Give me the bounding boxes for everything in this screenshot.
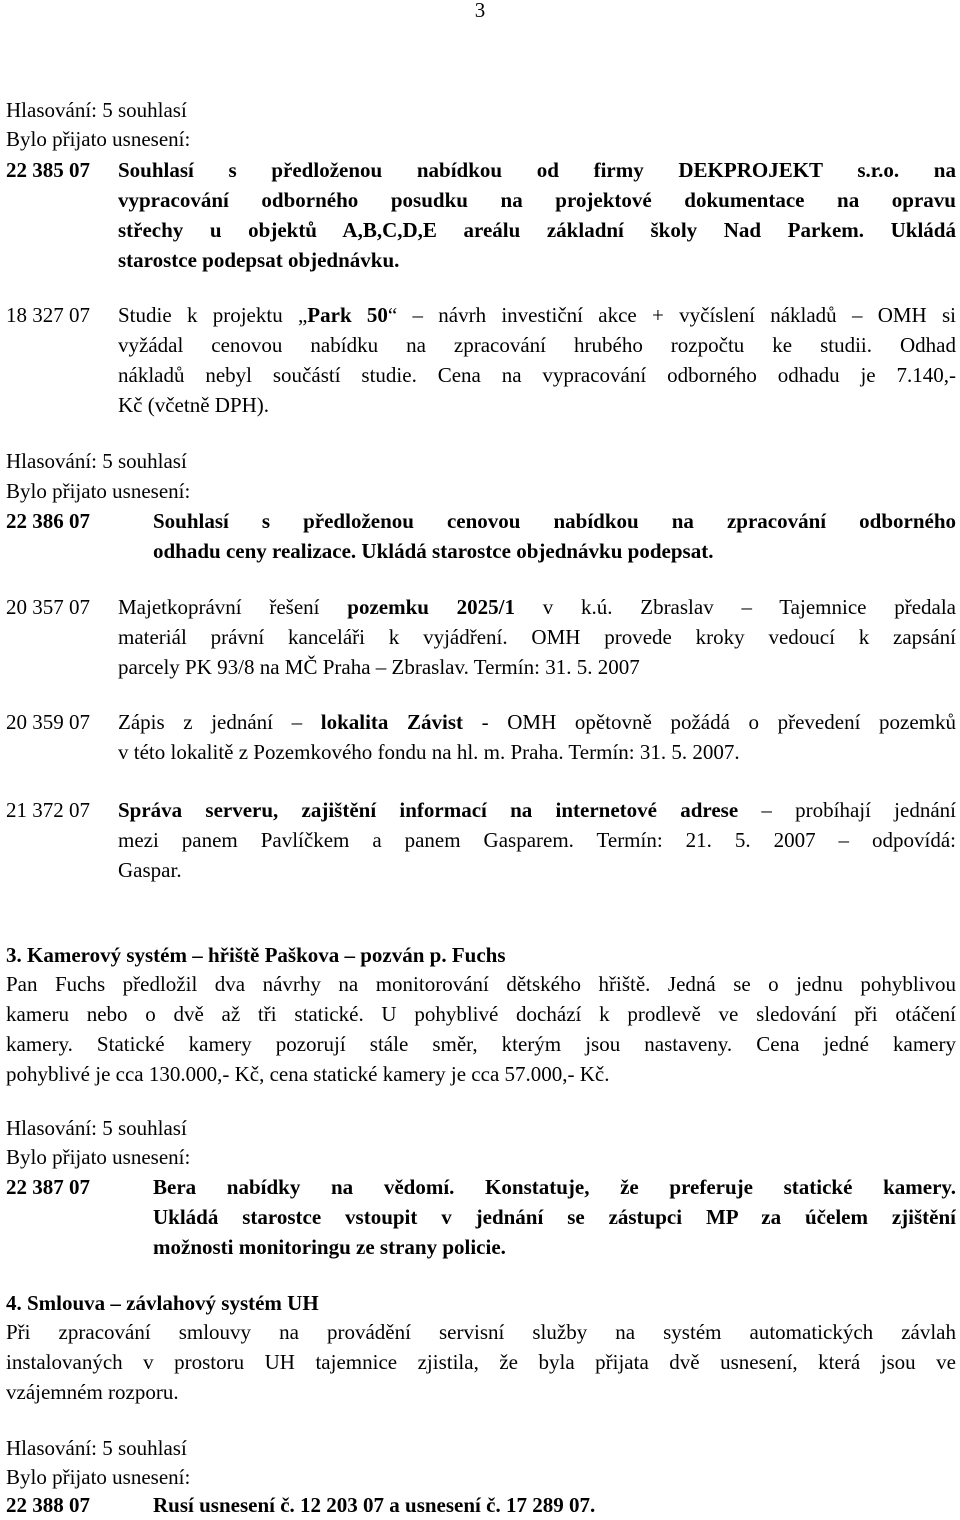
resolution-22-387-text xyxy=(153,1172,956,1262)
text-line: Souhlasí s předloženou nabídkou od firmy DEKPROJEKT s.r.o. na xyxy=(118,158,956,182)
adopted-label: Bylo přijato usnesení: xyxy=(6,127,191,151)
resolution-number: 22 385 07 xyxy=(6,158,90,182)
text-line: Kč (včetně DPH). xyxy=(118,393,270,417)
project-name: Park 50 xyxy=(307,303,388,327)
text-line: nákladů nebyl součástí studie. Cena na vypracování odborného odhadu je 7.140,- xyxy=(118,363,956,387)
text-line xyxy=(118,592,956,622)
text-segment: Majetkoprávní řešení xyxy=(118,595,348,619)
resolution-number: 22 386 07 xyxy=(6,509,90,533)
text-line: odhadu ceny realizace. Ukládá starostce objednávku podepsat. xyxy=(153,539,714,563)
text-segment: v k.ú. Zbraslav – Tajemnice předala xyxy=(515,595,956,619)
page-number: 3 xyxy=(474,0,486,22)
text-line: Při zpracování smlouvy na provádění servisní služby na systém automatických závlah xyxy=(6,1320,956,1344)
text-line: instalovaných v prostoru UH tajemnice zjistila, že byla přijata dvě usnesení, která jsou ve xyxy=(6,1350,956,1374)
resolution-22-385-text xyxy=(118,155,956,275)
text-line: vypracování odborného posudku na projektové dokumentace na opravu xyxy=(118,188,956,212)
text-line: v této lokalitě z Pozemkového fondu na hl. m. Praha. Termín: 31. 5. 2007. xyxy=(118,740,740,764)
section-heading: 3. Kamerový systém – hřiště Paškova – pozván p. Fuchs xyxy=(6,943,506,967)
text-line: Gaspar. xyxy=(118,858,182,882)
adopted-label: Bylo přijato usnesení: xyxy=(6,1465,191,1489)
item-number: 21 372 07 xyxy=(6,798,90,822)
text-line: vzájemném rozporu. xyxy=(6,1380,179,1404)
item-21-372-text xyxy=(118,795,956,885)
text-segment: - OMH opětovně požádá o převedení pozemků xyxy=(463,710,956,734)
vote-result: Hlasování: 5 souhlasí xyxy=(6,449,187,473)
section-3-body xyxy=(6,969,956,1089)
text-line: materiál právní kanceláři k vyjádření. OMH provede kroky vedoucí k zapsání xyxy=(118,625,956,649)
item-number: 20 357 07 xyxy=(6,595,90,619)
adopted-label: Bylo přijato usnesení: xyxy=(6,1145,191,1169)
resolution-number: 22 388 07 xyxy=(6,1493,90,1517)
text-line: Ukládá starostce vstoupit v jednání se zástupci MP za účelem zjištění xyxy=(153,1205,956,1229)
text-line: vyžádal cenovou nabídku na zpracování hrubého rozpočtu ke studii. Odhad xyxy=(118,333,956,357)
resolution-number: 22 387 07 xyxy=(6,1175,90,1199)
locality-name: lokalita Závist xyxy=(320,710,464,734)
resolution-22-386-text xyxy=(153,506,956,566)
section-4-body xyxy=(6,1317,956,1407)
text-line: Souhlasí s předloženou cenovou nabídkou na zpracování odborného xyxy=(153,509,956,533)
item-18-327-text xyxy=(118,300,956,420)
text-segment: – probíhají jednání xyxy=(738,798,956,822)
adopted-label: Bylo přijato usnesení: xyxy=(6,479,191,503)
resolution-22-388-text: Rusí usnesení č. 12 203 07 a usnesení č. 17 289 07. xyxy=(153,1493,596,1517)
text-line: Pan Fuchs předložil dva návrhy na monitorování dětského hřiště. Jedná se o jednu pohyblivou xyxy=(6,972,956,996)
text-line: mezi panem Pavlíčkem a panem Gasparem. Termín: 21. 5. 2007 – odpovídá: xyxy=(118,828,956,852)
text-line: střechy u objektů A,B,C,D,E areálu základní školy Nad Parkem. Ukládá xyxy=(118,218,956,242)
section-heading: 4. Smlouva – závlahový systém UH xyxy=(6,1291,319,1315)
text-segment: “ – návrh investiční akce + vyčíslení nákladů – OMH si xyxy=(387,303,956,327)
parcel-name: pozemku 2025/1 xyxy=(347,595,516,619)
item-20-357-text xyxy=(118,592,956,682)
vote-result: Hlasování: 5 souhlasí xyxy=(6,1116,187,1140)
item-number: 20 359 07 xyxy=(6,710,90,734)
text-line xyxy=(118,795,956,825)
text-segment: Zápis z jednání – xyxy=(118,710,321,734)
text-line: parcely PK 93/8 na MČ Praha – Zbraslav. Termín: 31. 5. 2007 xyxy=(118,655,640,679)
item-20-359-text xyxy=(118,707,956,767)
text-line: pohyblivé je cca 130.000,- Kč, cena statické kamery je cca 57.000,- Kč. xyxy=(6,1062,610,1086)
text-line: možnosti monitoringu ze strany policie. xyxy=(153,1235,506,1259)
text-line xyxy=(118,707,956,737)
text-line: starostce podepsat objednávku. xyxy=(118,248,400,272)
vote-result: Hlasování: 5 souhlasí xyxy=(6,1436,187,1460)
topic-name: Správa serveru, zajištění informací na internetové adrese xyxy=(118,798,739,822)
text-segment: Studie k projektu „ xyxy=(118,303,308,327)
text-line: kameru nebo o dvě až tři statické. U pohyblivé dochází k prodlevě ve sledování při otáčení xyxy=(6,1002,956,1026)
item-number: 18 327 07 xyxy=(6,303,90,327)
text-line: kamery. Statické kamery pozorují stále směr, kterým jsou nastaveny. Cena jedné kamery xyxy=(6,1032,956,1056)
text-line: Bera nabídky na vědomí. Konstatuje, že preferuje statické kamery. xyxy=(153,1175,956,1199)
text-line xyxy=(118,300,956,330)
vote-result: Hlasování: 5 souhlasí xyxy=(6,98,187,122)
